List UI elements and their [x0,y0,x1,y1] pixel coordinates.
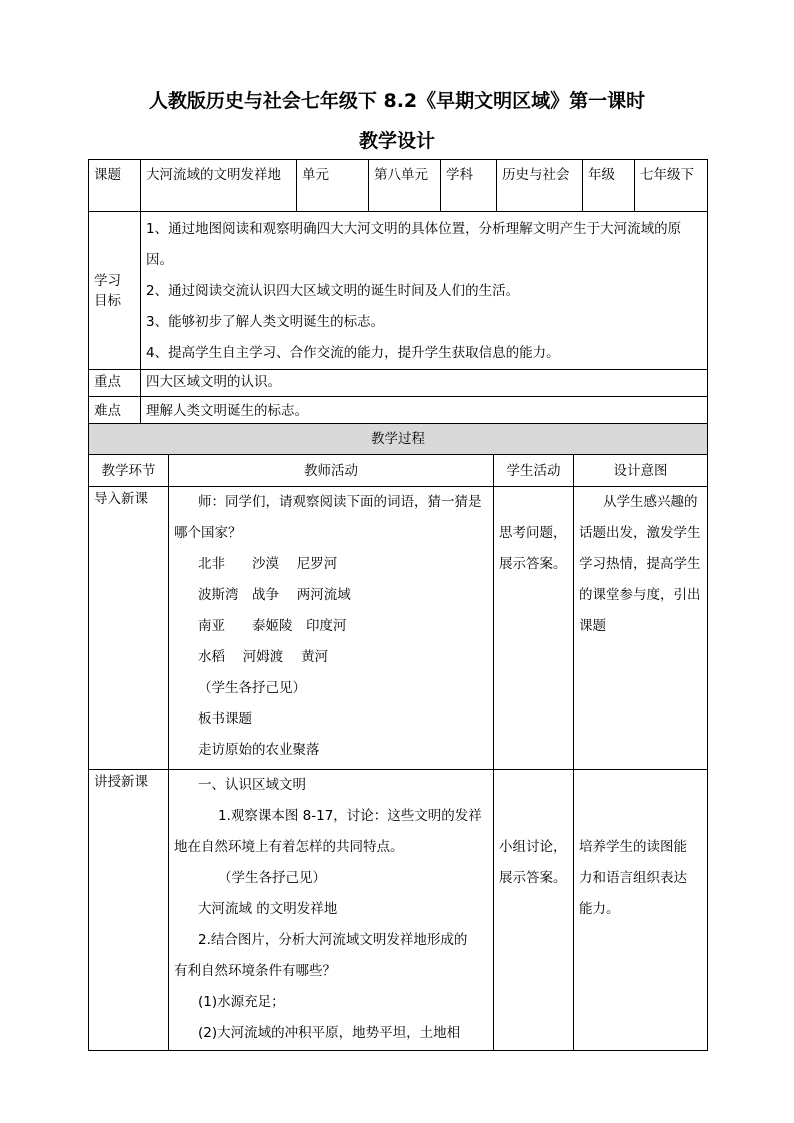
intro-teacher-line: 哪个国家？ [174,525,242,541]
intro-student-activity [494,487,574,770]
intro-teacher-line: 水稻 河姆渡 黄河 [198,649,329,665]
objectives-content [141,212,708,370]
lecture-intent-line: 能力。 [579,901,620,917]
lecture-teacher-line: 地在自然环境上有着怎样的共同特点。 [174,839,404,855]
objectives-row [89,212,708,370]
lesson-info-table [88,159,708,425]
objective-item: 4、提高学生自主学习、合作交流的能力，提升学生获取信息的能力。 [146,345,560,361]
difficulty-value: 理解人类文明诞生的标志。 [141,397,708,425]
grade-value: 七年级下 [635,160,708,212]
key-point-label: 重点 [89,370,141,397]
lecture-design-intent [574,770,708,1051]
intro-intent-line: 的课堂参与度，引出 [579,587,701,603]
topic-label: 课题 [89,160,141,212]
intro-intent-line: 学习热情，提高学生 [579,556,701,572]
col-header-student: 学生活动 [494,455,574,487]
topic-value: 大河流域的文明发祥地 [141,160,297,212]
intro-intent-line: 课题 [579,618,606,634]
lecture-student-activity [494,770,574,1051]
lecture-teacher-line: 一、认识区域文明 [198,777,306,793]
key-point-row [89,370,708,397]
key-point-value: 四大区域文明的认识。 [141,370,708,397]
intro-row [89,487,708,770]
lecture-student-line: 展示答案。 [499,870,567,886]
lecture-teacher-line: 1.观察课本图 8-17，讨论：这些文明的发祥 [218,808,482,824]
intro-teacher-line: 北非 沙漠 尼罗河 [198,556,338,572]
objective-item: 因。 [146,252,173,268]
difficulty-row [89,397,708,425]
intro-teacher-activity [169,487,494,770]
intro-teacher-line: 师：同学们，请观察阅读下面的词语，猜一猜是 [198,494,482,510]
objectives-label-line1: 学习 [94,272,121,289]
objective-item: 2、通过阅读交流认识四大区域文明的诞生时间及人们的生活。 [146,283,520,299]
subject-label: 学科 [441,160,497,212]
unit-value: 第八单元 [369,160,441,212]
objective-item: 3、能够初步了解人类文明诞生的标志。 [146,314,385,330]
lecture-teacher-line: （学生各抒己见） [218,870,326,886]
intro-intent-line: 话题出发，激发学生 [579,525,701,541]
intro-teacher-line: 波斯湾 战争 两河流域 [198,587,351,603]
intro-teacher-line: 板书课题 [198,711,252,727]
lecture-row [89,770,708,1051]
document-title: 人教版历史与社会七年级下 8.2《早期文明区域》第一课时 [148,90,646,112]
intro-teacher-line: 走访原始的农业聚落 [198,742,320,758]
lecture-teacher-line: 2.结合图片，分析大河流域文明发祥地形成的 [198,932,468,948]
difficulty-label: 难点 [89,397,141,425]
intro-stage: 导入新课 [89,487,169,770]
col-header-stage: 教学环节 [89,455,169,487]
intro-teacher-line: 南亚 泰姬陵 印度河 [198,618,347,634]
grade-label: 年级 [583,160,635,212]
process-header-row [89,424,708,455]
info-row [89,160,708,212]
process-header: 教学过程 [89,424,708,455]
subject-value: 历史与社会 [497,160,583,212]
intro-design-intent [574,487,708,770]
column-header-row [89,455,708,487]
unit-label: 单元 [297,160,369,212]
document-subtitle: 教学设计 [358,130,435,152]
process-table [88,423,708,1051]
objectives-label [89,212,141,370]
lecture-teacher-line: 有利自然环境条件有哪些？ [174,963,336,979]
col-header-intent: 设计意图 [574,455,708,487]
intro-intent-line: 从学生感兴趣的 [603,494,698,510]
lecture-teacher-line: (2)大河流域的冲积平原，地势平坦，土地相 [198,1025,461,1041]
lecture-teacher-activity [169,770,494,1051]
intro-student-line: 展示答案。 [499,556,567,572]
col-header-teacher: 教师活动 [169,455,494,487]
lecture-teacher-line: 大河流域 的文明发祥地 [198,901,338,917]
lecture-teacher-line: (1)水源充足； [198,994,285,1010]
lecture-intent-line: 培养学生的读图能 [579,839,687,855]
intro-teacher-line: （学生各抒己见） [198,680,306,696]
lecture-intent-line: 力和语言组织表达 [579,870,687,886]
objective-item: 1、通过地图阅读和观察明确四大大河文明的具体位置，分析理解文明产生于大河流域的原 [146,221,682,237]
intro-student-line: 思考问题， [499,525,567,541]
objectives-label-line2: 目标 [94,292,121,309]
lecture-stage: 讲授新课 [89,770,169,1051]
lecture-student-line: 小组讨论， [499,839,567,855]
